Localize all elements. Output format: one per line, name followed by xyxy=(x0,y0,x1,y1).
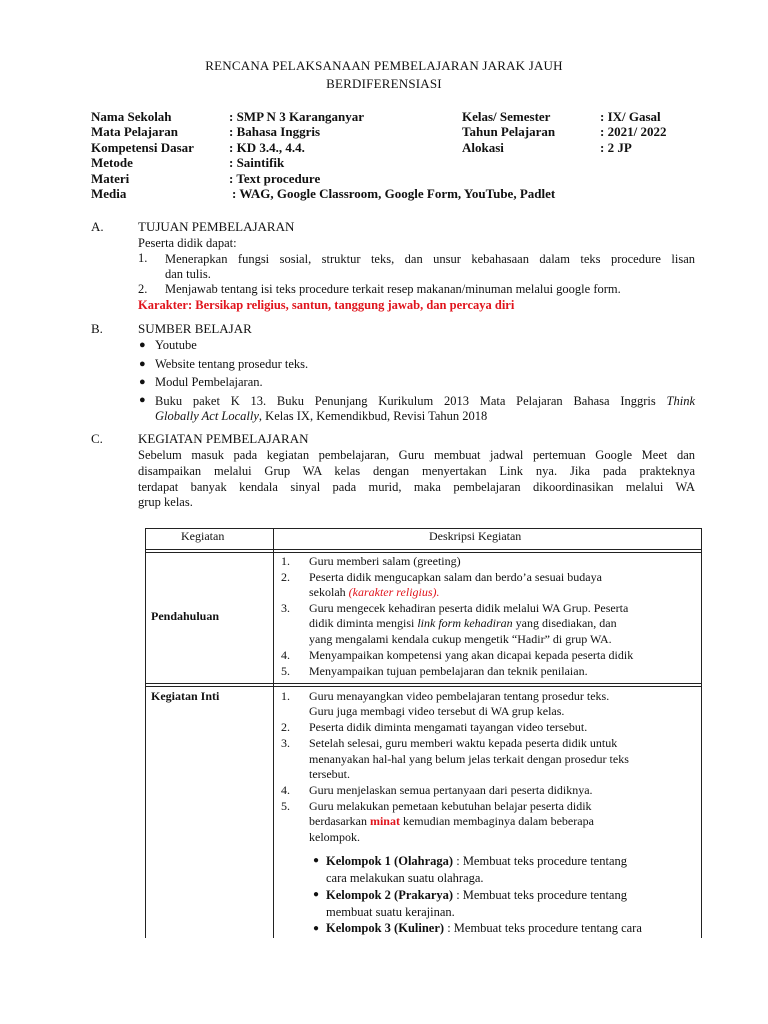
list-item-cont: kelompok. xyxy=(309,830,360,844)
list-number: 3. xyxy=(281,736,290,750)
section-c-paragraph-line: grup kelas. xyxy=(138,495,193,509)
bullet-icon: ● xyxy=(139,339,146,351)
group-item-cont: cara melakukan suatu olahraga. xyxy=(326,871,484,885)
list-item-cont xyxy=(309,585,440,600)
list-item: Guru memberi salam (greeting) xyxy=(309,554,461,568)
list-item: Guru menjelaskan semua pertanyaan dari peserta didiknya. xyxy=(309,783,593,797)
section-c-title: KEGIATAN PEMBELAJARAN xyxy=(138,431,309,446)
identity-label-2: Kelas/ Semester xyxy=(462,109,551,124)
link-form-text: link form kehadiran xyxy=(417,616,513,630)
list-number: 2. xyxy=(281,570,290,584)
goal-2-number: 2. xyxy=(138,282,148,296)
group-desc: : Membuat teks procedure tentang cara xyxy=(444,921,642,935)
section-b-letter: B. xyxy=(91,321,103,336)
identity-value-2: : IX/ Gasal xyxy=(600,109,661,124)
list-item-cont xyxy=(309,616,617,631)
list-item: Guru mengecek kehadiran peserta didik melalui WA Grup. Peserta xyxy=(309,601,629,615)
source-book-text-cont: , Kelas IX, Kemendikbud, Revisi Tahun 2018 xyxy=(258,409,488,423)
section-c-letter: C. xyxy=(91,431,103,446)
list-item-cont: yang mengalami kendala cukup mengetik “Hadir” di grup WA. xyxy=(309,632,612,646)
source-book-line-2 xyxy=(155,409,487,424)
doc-title-line-1: RENCANA PELAKSANAAN PEMBELAJARAN JARAK JAUH xyxy=(205,58,563,73)
table-column-divider xyxy=(273,528,274,938)
section-a-letter: A. xyxy=(91,219,104,234)
bullet-icon: ● xyxy=(313,889,320,900)
table-header-divider xyxy=(145,549,702,550)
table-row-divider xyxy=(145,683,702,684)
list-item-text: berdasarkan xyxy=(309,814,370,828)
list-item-text: yang disediakan, dan xyxy=(512,616,617,630)
list-number: 4. xyxy=(281,783,290,797)
goal-1-text-cont: dan tulis. xyxy=(165,267,211,281)
list-number: 4. xyxy=(281,648,290,662)
identity-row xyxy=(91,124,691,140)
karakter-note: (karakter religius). xyxy=(348,585,440,599)
source-book-title-cont: Globally Act Locally xyxy=(155,409,259,423)
bullet-icon: ● xyxy=(139,376,146,388)
identity-value-2: : 2 JP xyxy=(600,140,632,155)
identity-row xyxy=(91,109,691,125)
identity-value: : Saintifik xyxy=(229,155,285,170)
identity-row xyxy=(91,171,691,187)
group-desc: : Membuat teks procedure tentang xyxy=(453,888,627,902)
identity-value: : SMP N 3 Karanganyar xyxy=(229,109,365,124)
group-item xyxy=(326,854,627,869)
row-label-kegiatan-inti: Kegiatan Inti xyxy=(151,689,220,703)
identity-value: : KD 3.4., 4.4. xyxy=(229,140,305,155)
source-item: Modul Pembelajaran. xyxy=(155,375,263,389)
identity-label: Metode xyxy=(91,155,133,170)
list-item-text: sekolah xyxy=(309,585,349,599)
identity-label: Mata Pelajaran xyxy=(91,124,179,139)
goal-1-text: Menerapkan fungsi sosial, struktur teks, dan unsur kebahasaan dalam teks procedure lisan xyxy=(165,252,695,266)
list-number: 2. xyxy=(281,720,290,734)
minat-highlight: minat xyxy=(369,814,400,828)
list-item: Setelah selesai, guru memberi waktu kepada peserta didik untuk xyxy=(309,736,618,750)
group-desc: : Membuat teks procedure tentang xyxy=(453,854,627,868)
section-b-title: SUMBER BELAJAR xyxy=(138,321,252,336)
goal-2-text: Menjawab tentang isi teks procedure terkait resep makanan/minuman melalui google form. xyxy=(165,282,621,296)
goal-1-number: 1. xyxy=(138,251,148,265)
source-book-title: Think xyxy=(666,394,695,408)
identity-row xyxy=(91,155,691,171)
table-border-right xyxy=(701,528,702,938)
list-item-cont: tersebut. xyxy=(309,767,350,781)
list-item: Menyampaikan tujuan pembelajaran dan teknik penilaian. xyxy=(309,664,588,678)
list-item: Menyampaikan kompetensi yang akan dicapai kepada peserta didik xyxy=(309,648,634,662)
list-item: Peserta didik mengucapkan salam dan berdo’a sesuai budaya xyxy=(309,570,602,584)
source-item: Youtube xyxy=(155,338,197,352)
identity-label: Media xyxy=(91,186,127,201)
list-item: Guru menayangkan video pembelajaran tentang prosedur teks. xyxy=(309,689,610,703)
table-header-deskripsi: Deskripsi Kegiatan xyxy=(429,529,522,543)
list-item: Peserta didik diminta mengamati tayangan video tersebut. xyxy=(309,720,588,734)
identity-label-2: Alokasi xyxy=(462,140,504,155)
list-item-text: kemudian membaginya dalam beberapa xyxy=(399,814,594,828)
row-label-pendahuluan: Pendahuluan xyxy=(151,609,220,623)
table-header-kegiatan: Kegiatan xyxy=(181,529,225,543)
identity-label: Materi xyxy=(91,171,130,186)
identity-value: : WAG, Google Classroom, Google Form, YouTube, Padlet xyxy=(232,186,556,201)
list-number: 5. xyxy=(281,664,290,678)
section-c-paragraph-line: disampaikan melalui Grup WA kelas dengan menyertakan Link nya. Jika pada prakteknya xyxy=(138,464,695,478)
identity-value: : Bahasa Inggris xyxy=(229,124,321,139)
section-a-intro: Peserta didik dapat: xyxy=(138,236,237,250)
table-header-divider-2 xyxy=(145,552,702,553)
table-row-divider-2 xyxy=(145,686,702,687)
doc-title-line-2: BERDIFERENSIASI xyxy=(326,76,442,91)
group-item xyxy=(326,888,627,903)
list-number: 1. xyxy=(281,689,290,703)
list-number: 1. xyxy=(281,554,290,568)
source-book-line-1 xyxy=(155,393,695,409)
source-item: Website tentang prosedur teks. xyxy=(155,357,309,371)
table-border-top xyxy=(145,528,702,529)
section-c-paragraph-line: terdapat banyak kendala sinyal pada murid, maka pembelajaran dikoordinasikan melalui WA xyxy=(138,480,695,494)
identity-row xyxy=(91,186,691,202)
list-item-cont: Guru juga membagi video tersebut di WA grup kelas. xyxy=(309,704,565,718)
table-border-left xyxy=(145,528,146,938)
section-c-paragraph-line: Sebelum masuk pada kegiatan pembelajaran, Guru membuat jadwal pertemuan Google Meet dan xyxy=(138,448,695,462)
identity-label: Nama Sekolah xyxy=(91,109,172,124)
identity-label: Kompetensi Dasar xyxy=(91,140,194,155)
identity-value: : Text procedure xyxy=(229,171,321,186)
bullet-icon: ● xyxy=(139,394,146,406)
group-name: Kelompok 1 (Olahraga) xyxy=(326,854,454,868)
activity-table xyxy=(145,528,702,938)
bullet-icon: ● xyxy=(139,358,146,370)
list-item: Guru melakukan pemetaan kebutuhan belajar peserta didik xyxy=(309,799,592,813)
karakter-statement: Karakter: Bersikap religius, santun, tanggung jawab, dan percaya diri xyxy=(138,298,515,312)
identity-label-2: Tahun Pelajaran xyxy=(462,124,556,139)
identity-row xyxy=(91,140,691,156)
list-number: 5. xyxy=(281,799,290,813)
group-item xyxy=(326,921,642,936)
group-name: Kelompok 3 (Kuliner) xyxy=(326,921,445,935)
identity-value-2: : 2021/ 2022 xyxy=(600,124,667,139)
source-book-text: Buku paket K 13. Buku Penunjang Kurikulum 2013 Mata Pelajaran Bahasa Inggris xyxy=(155,394,667,408)
list-item-cont: menanyakan hal-hal yang belum jelas terkait dengan prosedur teks xyxy=(309,752,629,766)
bullet-icon: ● xyxy=(313,855,320,866)
list-item-text: didik diminta mengisi xyxy=(309,616,418,630)
list-item-cont xyxy=(309,814,594,829)
section-a-title: TUJUAN PEMBELAJARAN xyxy=(138,219,295,234)
bullet-icon: ● xyxy=(313,923,320,934)
group-item-cont: membuat suatu kerajinan. xyxy=(326,905,455,919)
group-name: Kelompok 2 (Prakarya) xyxy=(326,888,454,902)
list-number: 3. xyxy=(281,601,290,615)
